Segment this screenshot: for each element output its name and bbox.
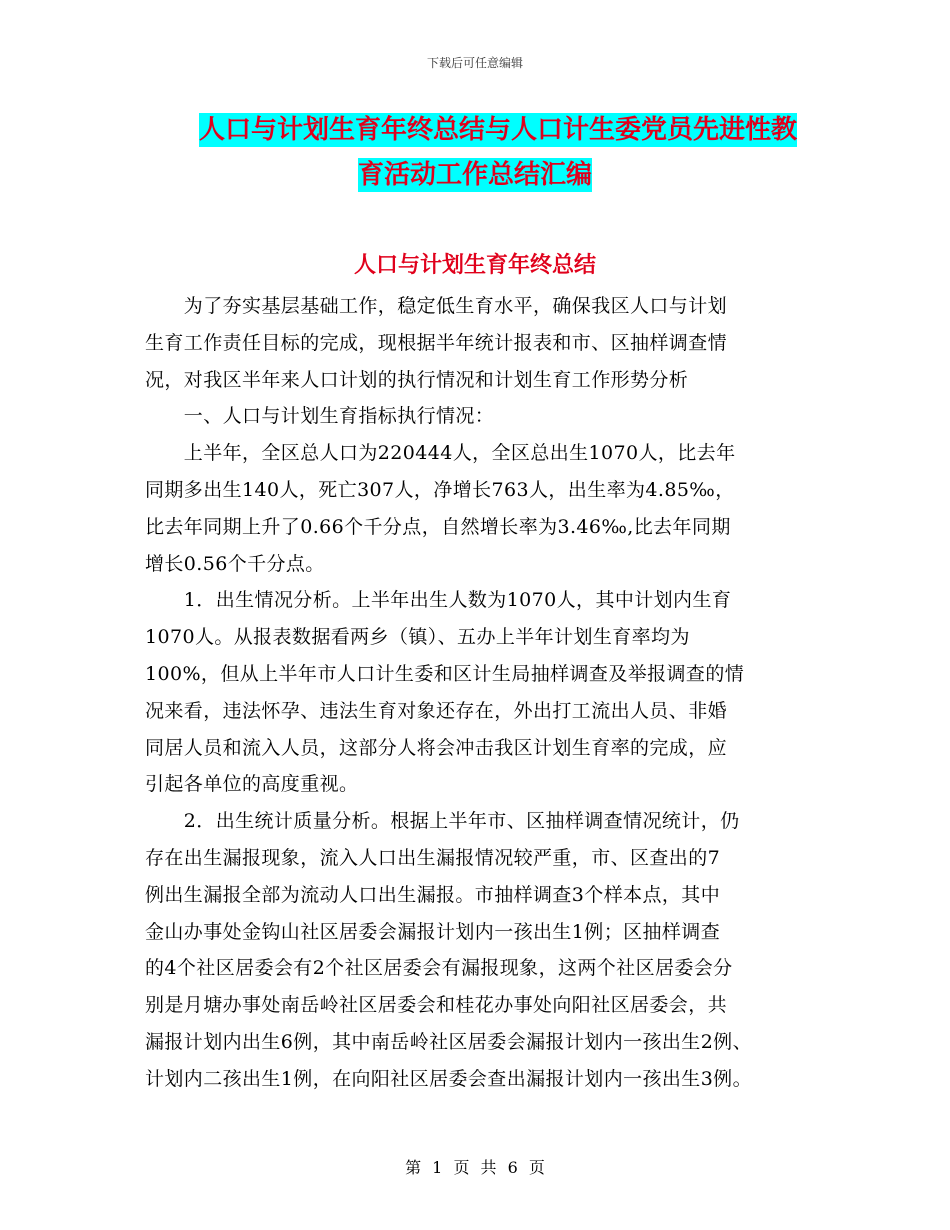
text-line: 存在出生漏报现象，流入人口出生漏报情况较严重，市、区查出的7 <box>145 846 721 869</box>
document-title-line-1: 人口与计划生育年终总结与人口计生委党员先进性教 <box>198 115 797 145</box>
text-line: 况来看，违法怀孕、违法生育对象还存在，外出打工流出人员、非婚 <box>145 699 728 722</box>
text-line: 100%，但从上半年市人口计生委和区计生局抽样调查及举报调查的情 <box>145 662 745 685</box>
body-text <box>145 288 810 1098</box>
header-note: 下载后可任意编辑 <box>426 56 523 70</box>
text-line: 一、人口与计划生育指标执行情况： <box>145 405 495 428</box>
document-title-line-2: 育活动工作总结汇编 <box>357 160 592 190</box>
text-line: 的4个社区居委会有2个社区居委会有漏报现象，这两个社区居委会分 <box>145 957 733 980</box>
text-line: 计划内二孩出生1例，在向阳社区居委会查出漏报计划内一孩出生3例。 <box>145 1067 752 1090</box>
text-line: 同期多出生140人，死亡307人，净增长763人，出生率为4.85‰， <box>145 478 735 501</box>
text-line: 况，对我区半年来人口计划的执行情况和计划生育工作形势分析 <box>145 368 689 391</box>
section-title: 人口与计划生育年终总结 <box>353 253 596 278</box>
text-line: 为了夯实基层基础工作，稳定低生育水平，确保我区人口与计划 <box>145 295 728 317</box>
text-line: 例出生漏报全部为流动人口出生漏报。市抽样调查3个样本点，其中 <box>145 883 721 906</box>
text-line: 1070人。从报表数据看两乡（镇）、五办上半年计划生育率均为 <box>145 626 690 649</box>
page-footer: 第 1 页 共 6 页 <box>405 1158 545 1177</box>
text-line: 1．出生情况分析。上半年出生人数为1070人，其中计划内生育 <box>145 589 732 612</box>
text-line: 引起各单位的高度重视。 <box>145 773 359 796</box>
text-line: 金山办事处金钩山社区居委会漏报计划内一孩出生1例；区抽样调查 <box>145 920 721 943</box>
text-line: 漏报计划内出生6例，其中南岳岭社区居委会漏报计划内一孩出生2例、 <box>145 1030 752 1053</box>
text-line: 比去年同期上升了0.66个千分点，自然增长率为3.46‰,比去年同期 <box>145 515 731 538</box>
text-line: 同居人员和流入人员，这部分人将会冲击我区计划生育率的完成，应 <box>145 736 728 759</box>
text-line: 上半年，全区总人口为220444人，全区总出生1070人，比去年 <box>145 442 736 465</box>
text-line: 增长0.56个千分点。 <box>145 552 325 575</box>
text-line: 2．出生统计质量分析。根据上半年市、区抽样调查情况统计，仍 <box>145 810 740 833</box>
text-line: 别是月塘办事处南岳岭社区居委会和桂花办事处向阳社区居委会，共 <box>145 994 728 1017</box>
text-line: 生育工作责任目标的完成，现根据半年统计报表和市、区抽样调查情 <box>145 331 728 354</box>
